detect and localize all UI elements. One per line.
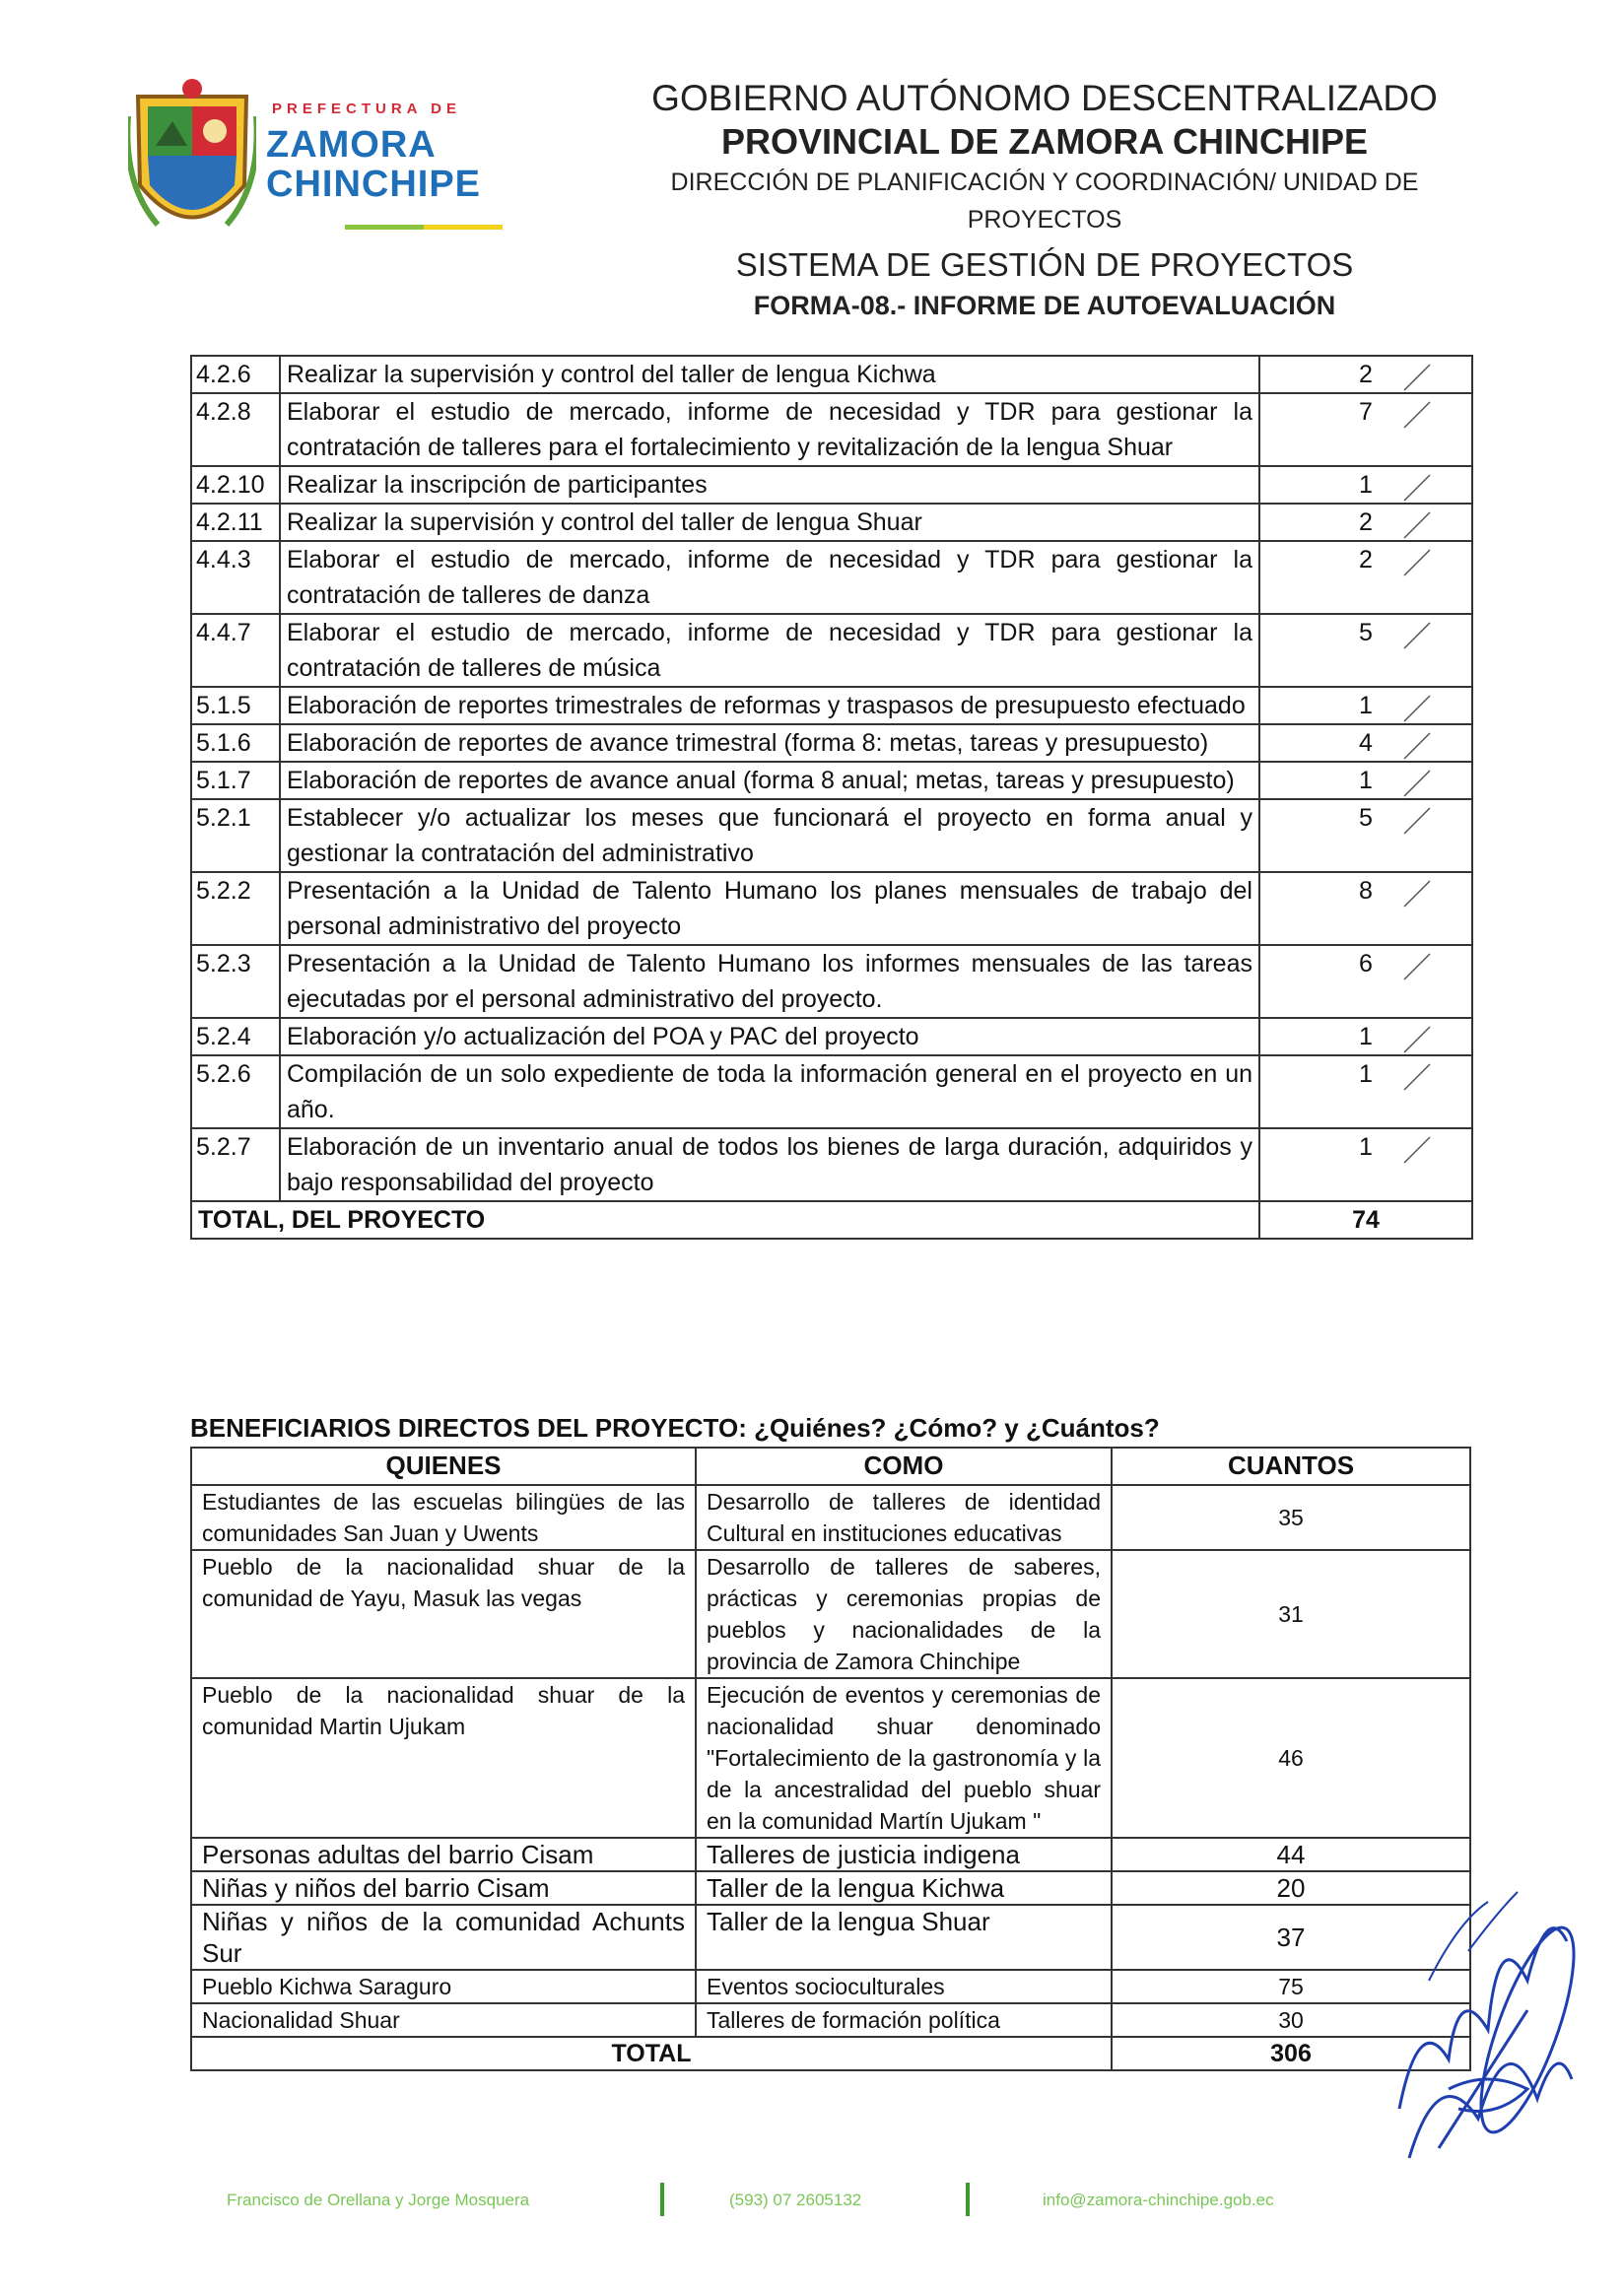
beneficiary-como: Taller de la lengua Kichwa [696,1871,1112,1905]
task-value-cell [1259,945,1472,1018]
task-value-cell [1259,466,1472,504]
task-value-cell [1259,724,1472,762]
beneficiary-row [191,1678,1470,1838]
task-row [191,762,1472,799]
document-header [552,77,1537,323]
task-code: 4.4.7 [191,614,280,687]
footer-email: info@zamora-chinchipe.gob.ec [1043,2191,1274,2209]
beneficiary-row [191,1905,1470,1970]
beneficiaries-title: BENEFICIARIOS DIRECTOS DEL PROYECTO: ¿Quiénes? ¿Cómo? y ¿Cuántos? [190,1413,1160,1443]
task-description: Realizar la supervisión y control del taller de lengua Kichwa [280,356,1259,393]
beneficiary-cuantos: 35 [1112,1485,1470,1550]
beneficiary-como: Desarrollo de talleres de identidad Cultural en instituciones educativas [696,1485,1112,1550]
task-code: 4.2.10 [191,466,280,504]
header-line3: DIRECCIÓN DE PLANIFICACIÓN Y COORDINACIÓN/ UNIDAD DE PROYECTOS [670,169,1419,234]
check-mark-icon [1402,400,1432,430]
beneficiary-row [191,1550,1470,1678]
task-description: Realizar la inscripción de participantes [280,466,1259,504]
task-code: 4.2.6 [191,356,280,393]
task-description: Presentación a la Unidad de Talento Humano los informes mensuales de las tareas ejecutadas por el personal administrativo del proyecto. [280,945,1259,1018]
task-code: 4.2.8 [191,393,280,466]
check-mark-icon [1402,769,1432,798]
task-value: 6 [1359,950,1373,978]
logo-prefix: PREFECTURA DE [272,101,461,117]
task-row [191,1055,1472,1128]
task-description: Elaborar el estudio de mercado, informe de necesidad y TDR para gestionar la contratación de talleres para el fortalecimiento y revitalización de la lengua Shuar [280,393,1259,466]
beneficiary-quienes: Pueblo de la nacionalidad shuar de la comunidad de Yayu, Masuk las vegas [191,1550,696,1678]
task-value: 5 [1359,804,1373,832]
check-mark-icon [1402,473,1432,503]
task-value-cell [1259,762,1472,799]
beneficiary-row [191,1838,1470,1871]
check-mark-icon [1402,548,1432,577]
coat-of-arms-icon [128,77,256,254]
task-value-cell [1259,393,1472,466]
task-value: 1 [1359,767,1373,794]
beneficiary-quienes: Nacionalidad Shuar [191,2003,696,2037]
check-mark-icon [1402,1025,1432,1054]
task-row [191,356,1472,393]
task-value-cell [1259,541,1472,614]
task-value: 4 [1359,729,1373,757]
task-value-cell [1259,872,1472,945]
page-footer [227,2183,1340,2222]
handwritten-signature-icon [1380,1862,1577,2188]
task-code: 4.4.3 [191,541,280,614]
beneficiary-quienes: Personas adultas del barrio Cisam [191,1838,696,1871]
task-value: 5 [1359,619,1373,646]
task-code: 5.1.6 [191,724,280,762]
beneficiary-quienes: Niñas y niños del barrio Cisam [191,1871,696,1905]
beneficiary-cuantos: 30 [1112,2003,1470,2037]
task-description: Elaboración de reportes de avance anual (forma 8 anual; metas, tareas y presupuesto) [280,762,1259,799]
task-description: Elaboración de reportes trimestrales de reformas y traspasos de presupuesto efectuado [280,687,1259,724]
task-description: Elaboración y/o actualización del POA y PAC del proyecto [280,1018,1259,1055]
beneficiaries-header-row [191,1448,1470,1485]
task-value-cell [1259,356,1472,393]
beneficiary-cuantos: 75 [1112,1970,1470,2003]
header-line2: PROVINCIAL DE ZAMORA CHINCHIPE [720,121,1369,162]
task-description: Presentación a la Unidad de Talento Humano los planes mensuales de trabajo del personal administrativo del proyecto [280,872,1259,945]
check-mark-icon [1402,806,1432,836]
beneficiary-row [191,1970,1470,2003]
task-value: 1 [1359,692,1373,719]
header-line1: GOBIERNO AUTÓNOMO DESCENTRALIZADO [651,78,1438,118]
task-value: 2 [1359,508,1373,536]
prefectura-logo [128,77,522,254]
beneficiary-cuantos: 46 [1112,1678,1470,1838]
check-mark-icon [1402,731,1432,761]
task-value-cell [1259,799,1472,872]
task-code: 5.2.7 [191,1128,280,1201]
task-value-cell [1259,687,1472,724]
footer-separator [660,2183,664,2216]
task-code: 5.1.5 [191,687,280,724]
tasks-table [190,355,1473,1240]
task-value-cell [1259,1018,1472,1055]
check-mark-icon [1402,694,1432,723]
task-row [191,872,1472,945]
task-row [191,1128,1472,1201]
task-value: 1 [1359,1133,1373,1161]
footer-address: Francisco de Orellana y Jorge Mosquera [227,2191,530,2209]
header-cuantos: CUANTOS [1112,1448,1470,1485]
check-mark-icon [1402,510,1432,540]
footer-separator [966,2183,970,2216]
task-description: Realizar la supervisión y control del taller de lengua Shuar [280,504,1259,541]
task-value: 8 [1359,877,1373,905]
beneficiary-cuantos: 31 [1112,1550,1470,1678]
task-row [191,945,1472,1018]
task-description: Elaborar el estudio de mercado, informe de necesidad y TDR para gestionar la contratación de talleres de música [280,614,1259,687]
header-quienes: QUIENES [191,1448,696,1485]
check-mark-icon [1402,1135,1432,1165]
task-row [191,466,1472,504]
logo-line1: ZAMORA [266,124,437,166]
beneficiary-como: Taller de la lengua Shuar [696,1905,1112,1970]
task-code: 5.2.1 [191,799,280,872]
header-como: COMO [696,1448,1112,1485]
task-code: 5.1.7 [191,762,280,799]
beneficiary-como: Talleres de justicia indigena [696,1838,1112,1871]
task-row [191,724,1472,762]
beneficiary-cuantos: 37 [1112,1905,1470,1970]
beneficiary-como: Talleres de formación política [696,2003,1112,2037]
check-mark-icon [1402,952,1432,981]
beneficiaries-total-value: 306 [1112,2037,1470,2070]
beneficiary-quienes: Pueblo Kichwa Saraguro [191,1970,696,2003]
form-title: FORMA-08.- INFORME DE AUTOEVALUACIÓN [753,291,1336,320]
task-row [191,1018,1472,1055]
beneficiary-como: Ejecución de eventos y ceremonias de nacionalidad shuar denominado "Fortalecimiento de la gastronomía y la de la ancestralidad del pueblo shuar en la comunidad Martín Ujukam " [696,1678,1112,1838]
task-code: 5.2.6 [191,1055,280,1128]
beneficiary-row [191,1871,1470,1905]
task-row [191,799,1472,872]
task-code: 4.2.11 [191,504,280,541]
task-value: 2 [1359,546,1373,574]
tasks-total-label: TOTAL, DEL PROYECTO [191,1201,1259,1239]
task-code: 5.2.2 [191,872,280,945]
beneficiary-row [191,2003,1470,2037]
tasks-total-value: 74 [1259,1201,1472,1239]
task-value-cell [1259,1055,1472,1128]
task-description: Elaboración de reportes de avance trimestral (forma 8: metas, tareas y presupuesto) [280,724,1259,762]
task-value-cell [1259,504,1472,541]
task-description: Establecer y/o actualizar los meses que funcionará el proyecto en forma anual y gestionar la contratación del administrativo [280,799,1259,872]
task-description: Elaboración de un inventario anual de todos los bienes de larga duración, adquiridos y bajo responsabilidad del proyecto [280,1128,1259,1201]
task-description: Compilación de un solo expediente de toda la información general en el proyecto en un año. [280,1055,1259,1128]
logo-underline [345,225,503,230]
logo-line2: CHINCHIPE [266,164,482,205]
task-row [191,504,1472,541]
beneficiary-como: Eventos socioculturales [696,1970,1112,2003]
beneficiary-quienes: Niñas y niños de la comunidad Achunts Sur [191,1905,696,1970]
task-code: 5.2.3 [191,945,280,1018]
beneficiary-quienes: Pueblo de la nacionalidad shuar de la comunidad Martin Ujukam [191,1678,696,1838]
task-description: Elaborar el estudio de mercado, informe de necesidad y TDR para gestionar la contratación de talleres de danza [280,541,1259,614]
beneficiaries-total-row [191,2037,1470,2070]
check-mark-icon [1402,621,1432,650]
task-value: 1 [1359,471,1373,499]
task-value-cell [1259,614,1472,687]
tasks-total-row [191,1201,1472,1239]
beneficiary-como: Desarrollo de talleres de saberes, prácticas y ceremonias propias de pueblos y nacionalidades de la provincia de Zamora Chinchipe [696,1550,1112,1678]
check-mark-icon [1402,1062,1432,1092]
task-value: 1 [1359,1023,1373,1050]
task-value: 2 [1359,361,1373,388]
task-value: 7 [1359,398,1373,426]
task-code: 5.2.4 [191,1018,280,1055]
task-row [191,614,1472,687]
header-line4: SISTEMA DE GESTIÓN DE PROYECTOS [735,246,1354,283]
task-value: 1 [1359,1060,1373,1088]
beneficiary-cuantos: 20 [1112,1871,1470,1905]
task-row [191,541,1472,614]
task-value-cell [1259,1128,1472,1201]
beneficiaries-table [190,1447,1471,2071]
check-mark-icon [1402,879,1432,909]
check-mark-icon [1402,363,1432,392]
beneficiaries-total-label: TOTAL [191,2037,1112,2070]
task-row [191,687,1472,724]
task-row [191,393,1472,466]
beneficiary-cuantos: 44 [1112,1838,1470,1871]
beneficiary-quienes: Estudiantes de las escuelas bilingües de las comunidades San Juan y Uwents [191,1485,696,1550]
footer-phone: (593) 07 2605132 [729,2191,862,2209]
beneficiary-row [191,1485,1470,1550]
